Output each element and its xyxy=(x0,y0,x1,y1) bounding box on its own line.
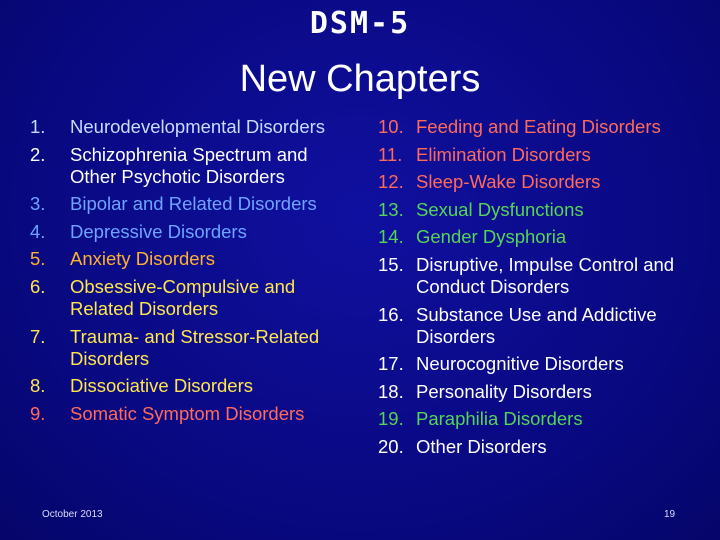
chapter-item xyxy=(30,193,350,215)
chapter-item xyxy=(378,353,708,375)
chapter-number: 18. xyxy=(378,380,404,402)
chapter-item xyxy=(378,226,708,248)
chapter-number: 16. xyxy=(378,303,404,325)
chapter-title: Somatic Symptom Disorders xyxy=(70,402,305,424)
chapter-item xyxy=(378,304,708,348)
right-chapter-list xyxy=(378,116,708,464)
chapter-title: Feeding and Eating Disorders xyxy=(416,116,661,137)
chapter-item xyxy=(378,254,708,298)
chapter-number: 1. xyxy=(30,116,46,137)
chapter-number: 5. xyxy=(30,248,46,270)
chapter-number: 13. xyxy=(378,198,404,220)
chapter-number: 10. xyxy=(378,116,404,137)
chapter-title: Personality Disorders xyxy=(416,380,592,402)
chapter-item xyxy=(30,248,350,270)
chapter-title: Gender Dysphoria xyxy=(416,226,567,248)
chapter-title: Anxiety Disorders xyxy=(70,248,215,270)
chapter-item xyxy=(378,144,708,166)
chapter-item xyxy=(30,276,350,320)
chapter-number: 17. xyxy=(378,353,404,375)
chapter-number: 4. xyxy=(30,220,46,242)
chapter-number: 8. xyxy=(30,375,46,397)
chapter-title: Sexual Dysfunctions xyxy=(416,198,584,220)
chapter-item xyxy=(378,199,708,221)
chapter-title: Neurodevelopmental Disorders xyxy=(70,116,326,137)
left-chapter-list xyxy=(30,116,350,430)
chapter-item xyxy=(378,408,708,430)
chapter-title: Other Disorders xyxy=(416,435,547,457)
chapter-number: 7. xyxy=(30,325,46,347)
dsm5-logo: DSM-5 xyxy=(309,6,411,41)
chapter-item xyxy=(378,171,708,193)
chapter-title: Paraphilia Disorders xyxy=(416,408,583,430)
chapter-title: Elimination Disorders xyxy=(416,143,591,165)
chapter-item xyxy=(378,116,708,138)
chapter-number: 20. xyxy=(378,435,404,457)
chapter-item xyxy=(30,403,350,425)
chapter-item xyxy=(30,375,350,397)
chapter-number: 9. xyxy=(30,402,46,424)
chapter-title: Depressive Disorders xyxy=(70,220,247,242)
chapter-title: Schizophrenia Spectrum and Other Psychotic Disorders xyxy=(70,143,308,187)
chapter-title: Sleep-Wake Disorders xyxy=(416,171,601,193)
chapter-item xyxy=(30,144,350,188)
chapter-item xyxy=(30,326,350,370)
chapter-number: 14. xyxy=(378,226,404,248)
chapter-title: Obsessive-Compulsive and Related Disorders xyxy=(70,275,296,319)
chapter-number: 3. xyxy=(30,193,46,215)
chapter-number: 11. xyxy=(378,143,403,165)
chapter-title: Neurocognitive Disorders xyxy=(416,353,624,375)
footer-date: October 2013 xyxy=(42,509,103,520)
chapter-item xyxy=(30,221,350,243)
chapter-title: Dissociative Disorders xyxy=(70,375,253,397)
chapter-title: Trauma- and Stressor-Related Disorders xyxy=(70,325,320,369)
chapter-item xyxy=(378,381,708,403)
slide-title: New Chapters xyxy=(239,58,481,100)
chapter-item xyxy=(30,116,350,138)
chapter-title: Substance Use and Addictive Disorders xyxy=(416,303,657,347)
chapter-title: Disruptive, Impulse Control and Conduct Disorders xyxy=(416,253,675,297)
chapter-item xyxy=(378,436,708,458)
chapter-number: 19. xyxy=(378,408,404,430)
chapter-title: Bipolar and Related Disorders xyxy=(70,193,317,215)
chapter-number: 6. xyxy=(30,275,46,297)
page-number: 19 xyxy=(664,509,676,520)
chapter-number: 2. xyxy=(30,143,46,165)
chapter-number: 15. xyxy=(378,253,404,275)
chapter-number: 12. xyxy=(378,171,404,193)
